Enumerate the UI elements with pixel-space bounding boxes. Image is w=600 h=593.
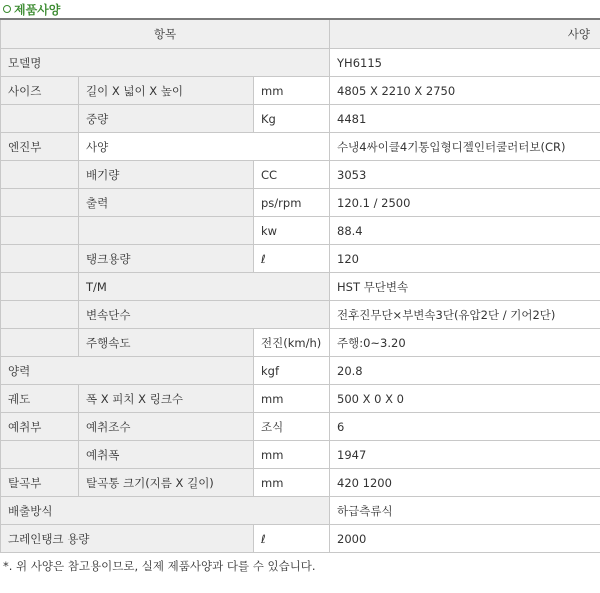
row-sub: 주행속도: [79, 329, 254, 357]
row-value: 전후진무단×부변속3단(유압2단 / 기어2단): [330, 301, 600, 329]
row-label: 모델명: [1, 49, 330, 77]
row-category-empty: [1, 189, 79, 217]
row-value: 3053: [330, 161, 600, 189]
row-value: 20.8: [330, 357, 600, 385]
table-row: [1, 329, 600, 357]
table-row: [1, 301, 600, 329]
row-value: 6: [330, 413, 600, 441]
section-title: [3, 2, 60, 18]
header-spec: 사양: [330, 19, 600, 49]
row-sub: 예취폭: [79, 441, 254, 469]
table-row: [1, 189, 600, 217]
table-row: [1, 469, 600, 497]
row-value: 주행:0~3.20: [330, 329, 600, 357]
row-value: YH6115: [330, 49, 600, 77]
table-row: [1, 525, 600, 553]
row-sub: 예취조수: [79, 413, 254, 441]
row-unit: mm: [254, 385, 330, 413]
row-category: 엔진부: [1, 133, 79, 161]
row-value: 수냉4싸이클4기통입형디젤인터쿨러터보(CR): [330, 133, 600, 161]
row-unit: mm: [254, 441, 330, 469]
row-unit: ps/rpm: [254, 189, 330, 217]
row-category-empty: [1, 441, 79, 469]
row-sub: 출력: [79, 189, 254, 217]
row-sub: 탈곡통 크기(지름 X 길이): [79, 469, 254, 497]
row-sub: 탱크용량: [79, 245, 254, 273]
row-category: 예취부: [1, 413, 79, 441]
table-row: [1, 357, 600, 385]
row-category: 탈곡부: [1, 469, 79, 497]
table-row: [1, 385, 600, 413]
table-row: [1, 413, 600, 441]
row-category-empty: [1, 245, 79, 273]
row-unit: kw: [254, 217, 330, 245]
row-sub-empty: [79, 217, 254, 245]
table-row: [1, 49, 600, 77]
row-category-empty: [1, 273, 79, 301]
row-category-empty: [1, 105, 79, 133]
row-label: 그레인탱크 용량: [1, 525, 254, 553]
row-sub: 사양: [79, 133, 330, 161]
bullet-icon: [3, 5, 11, 13]
table-row: [1, 497, 600, 525]
row-category-empty: [1, 301, 79, 329]
row-value: HST 무단변속: [330, 273, 600, 301]
table-row: [1, 273, 600, 301]
row-value: 하급측류식: [330, 497, 600, 525]
row-value: 88.4: [330, 217, 600, 245]
table-row: [1, 77, 600, 105]
row-sub: 변속단수: [79, 301, 330, 329]
row-value: 4481: [330, 105, 600, 133]
row-sub: T/M: [79, 273, 330, 301]
row-unit: ℓ: [254, 525, 330, 553]
row-unit: kgf: [254, 357, 330, 385]
disclaimer-note: *. 위 사양은 참고용이므로, 실제 제품사양과 다를 수 있습니다.: [3, 559, 316, 573]
row-unit: mm: [254, 469, 330, 497]
table-row: [1, 105, 600, 133]
row-sub: 폭 X 피치 X 링크수: [79, 385, 254, 413]
row-unit: 전진(km/h): [254, 329, 330, 357]
table-row: [1, 441, 600, 469]
table-row: [1, 161, 600, 189]
row-unit: 조식: [254, 413, 330, 441]
row-label: 양력: [1, 357, 254, 385]
section-title-text: 제품사양: [14, 3, 61, 17]
row-unit: CC: [254, 161, 330, 189]
header-item: 항목: [1, 19, 330, 49]
row-value: 500 X 0 X 0: [330, 385, 600, 413]
table-header-row: [1, 19, 600, 49]
row-category: 궤도: [1, 385, 79, 413]
row-value: 120.1 / 2500: [330, 189, 600, 217]
row-category-empty: [1, 161, 79, 189]
table-row: [1, 133, 600, 161]
row-value: 120: [330, 245, 600, 273]
row-unit: ℓ: [254, 245, 330, 273]
row-unit: Kg: [254, 105, 330, 133]
row-category-empty: [1, 329, 79, 357]
row-unit: mm: [254, 77, 330, 105]
table-row: [1, 245, 600, 273]
row-sub: 중량: [79, 105, 254, 133]
row-value: 420 1200: [330, 469, 600, 497]
row-value: 1947: [330, 441, 600, 469]
row-sub: 배기량: [79, 161, 254, 189]
row-value: 2000: [330, 525, 600, 553]
row-sub: 길이 X 넓이 X 높이: [79, 77, 254, 105]
row-label: 배출방식: [1, 497, 330, 525]
spec-table: [0, 18, 600, 553]
row-category: 사이즈: [1, 77, 79, 105]
row-category-empty: [1, 217, 79, 245]
table-row: [1, 217, 600, 245]
row-value: 4805 X 2210 X 2750: [330, 77, 600, 105]
